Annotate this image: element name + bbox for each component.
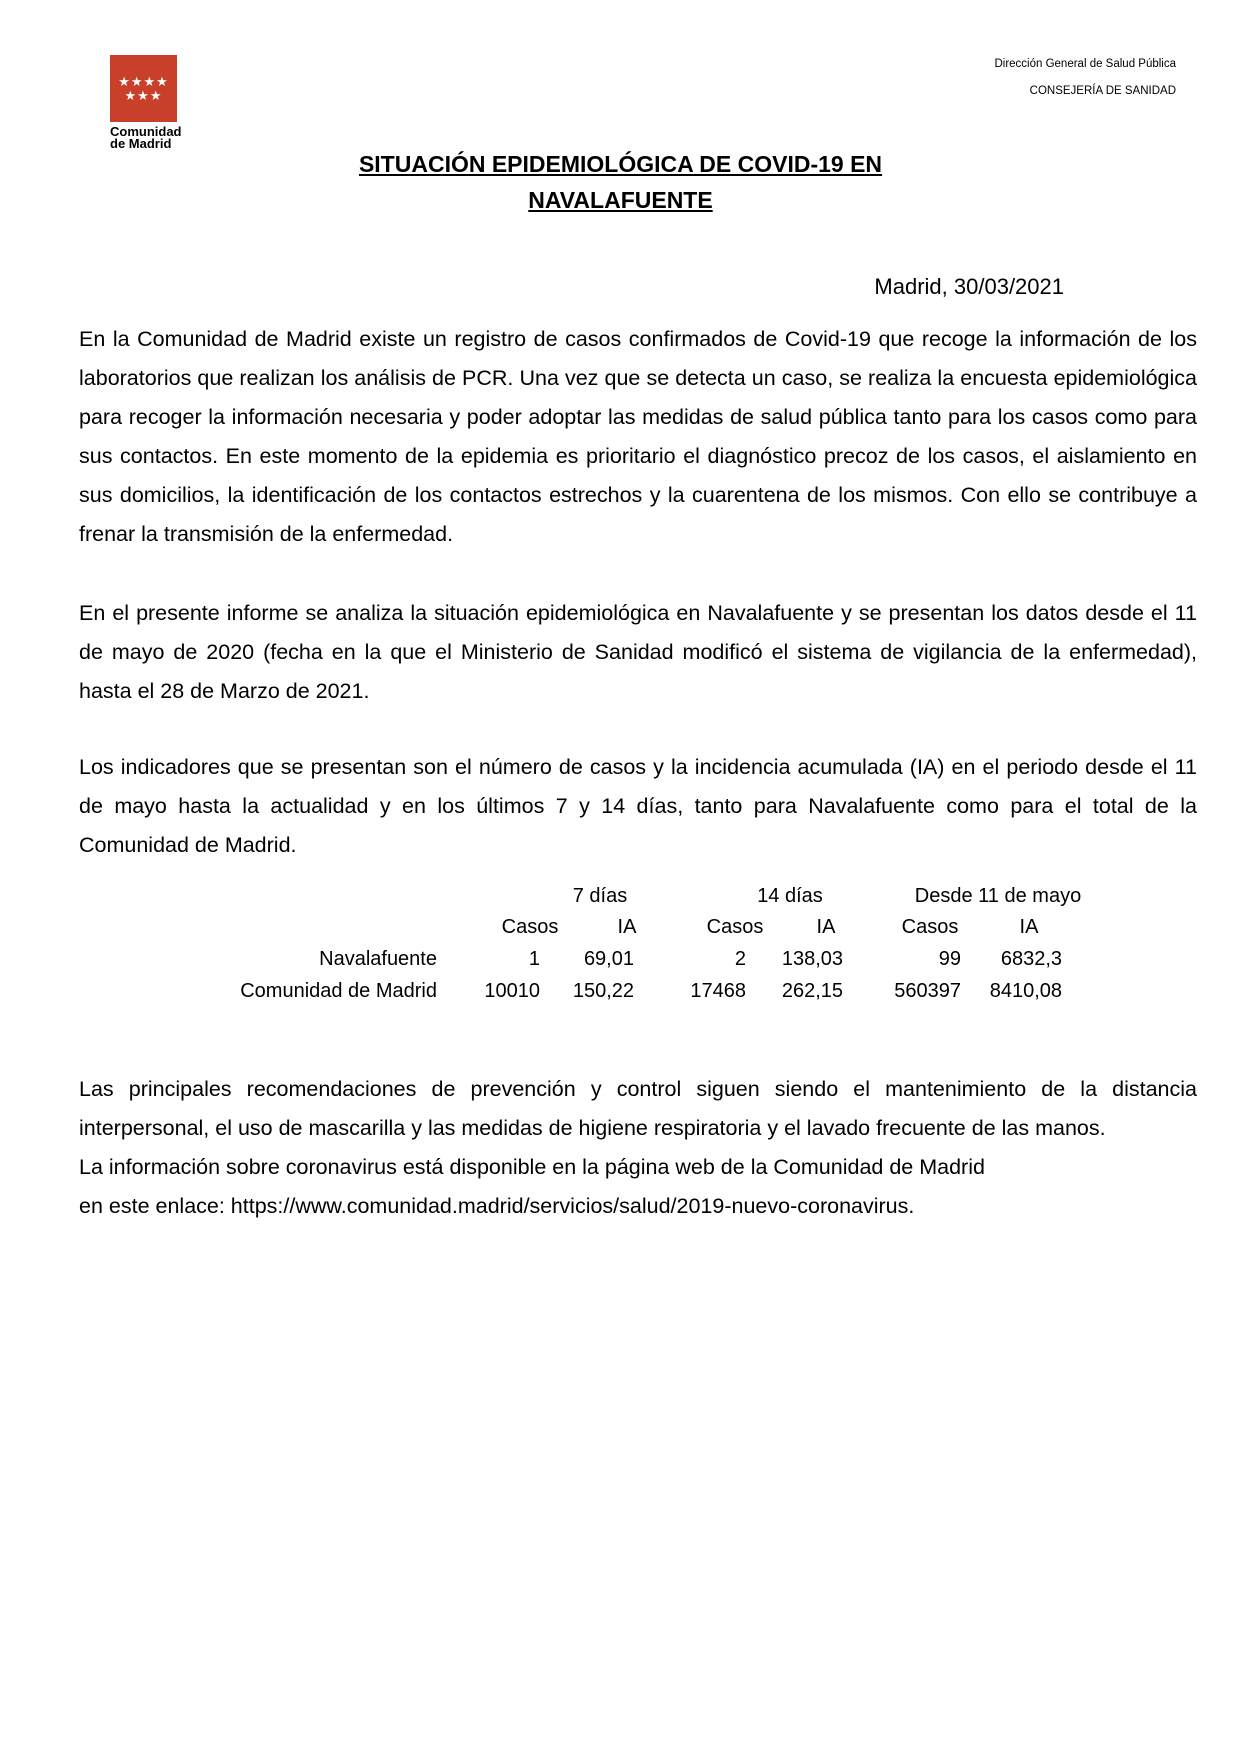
table-cell: 69,01	[583, 948, 634, 970]
table-cell: 6832,3	[1000, 948, 1062, 970]
header-line1: Dirección General de Salud Pública	[994, 58, 1176, 70]
table-cell: 17468	[690, 980, 746, 1002]
table-cell: 8410,08	[989, 980, 1062, 1002]
table-cell: 10010	[484, 980, 540, 1002]
table-subheader: IA	[1019, 916, 1039, 938]
table-subheader: Casos	[706, 916, 764, 938]
logo-flag	[110, 55, 177, 122]
title-line1: SITUACIÓN EPIDEMIOLÓGICA DE COVID-19 EN	[358, 151, 883, 177]
paragraph-indicators: Los indicadores que se presentan son el número de casos y la incidencia acumulada (IA) en el periodo desde el 11 de mayo hasta la actualidad y en los últimos 7 y 14 días, tanto para Navalafuente como para el total de la Comunidad de Madrid.	[79, 755, 1197, 857]
paragraph-scope: En el presente informe se analiza la situación epidemiológica en Navalafuente y se presentan los datos desde el 11 de mayo de 2020 (fecha en la que el Ministerio de Sanidad modificó el sistema de vigilancia de la enfermedad), hasta el 28 de Marzo de 2021.	[79, 601, 1197, 703]
table-cell: 138,03	[781, 948, 843, 970]
logo-text-line1: Comunidad	[110, 124, 182, 139]
comunidad-madrid-logo	[110, 55, 185, 150]
table-group-desde: Desde 11 de mayo	[914, 885, 1082, 907]
header-department	[994, 58, 1176, 112]
table-cell: 2	[734, 948, 746, 970]
document-title	[0, 146, 1241, 218]
table-cell: 99	[938, 948, 961, 970]
table-subheader: IA	[816, 916, 836, 938]
paragraph-info: La información sobre coronavirus está disponible en la página web de la Comunidad de Madrid	[79, 1155, 985, 1179]
table-cell: 150,22	[572, 980, 634, 1002]
table-subheader: Casos	[501, 916, 559, 938]
paragraph-recommendations: Las principales recomendaciones de prevención y control siguen siendo el mantenimiento de la distancia interpersonal, el uso de mascarilla y las medidas de higiene respiratoria y el lavado frecuente de las manos.	[79, 1077, 1197, 1140]
table-subheader: IA	[617, 916, 637, 938]
document-date: Madrid, 30/03/2021	[874, 274, 1064, 299]
header-line2: CONSEJERÍA DE SANIDAD	[1029, 85, 1176, 97]
table-cell: 262,15	[781, 980, 843, 1002]
title-line2: NAVALAFUENTE	[528, 187, 713, 213]
table-row-label: Comunidad de Madrid	[240, 980, 437, 1002]
table-group-14-dias: 14 días	[757, 885, 823, 907]
table-cell: 1	[528, 948, 540, 970]
paragraph-intro: En la Comunidad de Madrid existe un registro de casos confirmados de Covid-19 que recoge la información de los laboratorios que realizan los análisis de PCR. Una vez que se detecta un caso, se realiza la encuesta epidemiológica para recoger la información necesaria y poder adoptar las medidas de salud pública tanto para los casos como para sus contactos. En este momento de la epidemia es prioritario el diagnóstico precoz de los casos, el aislamiento en sus domicilios, la identificación de los contactos estrechos y la cuarentena de los mismos. Con ello se contribuye a frenar la transmisión de la enfermedad.	[79, 327, 1197, 546]
table-subheader: Casos	[901, 916, 959, 938]
paragraph-link: en este enlace: https://www.comunidad.madrid/servicios/salud/2019-nuevo-coronavirus.	[79, 1194, 915, 1218]
table-group-7-dias: 7 días	[572, 885, 628, 907]
logo-stars-icon: ★★★★ ★★★	[118, 74, 169, 103]
logo-text-line2: de Madrid	[110, 136, 172, 151]
table-cell: 560397	[894, 980, 961, 1002]
table-row-label: Navalafuente	[319, 948, 437, 970]
